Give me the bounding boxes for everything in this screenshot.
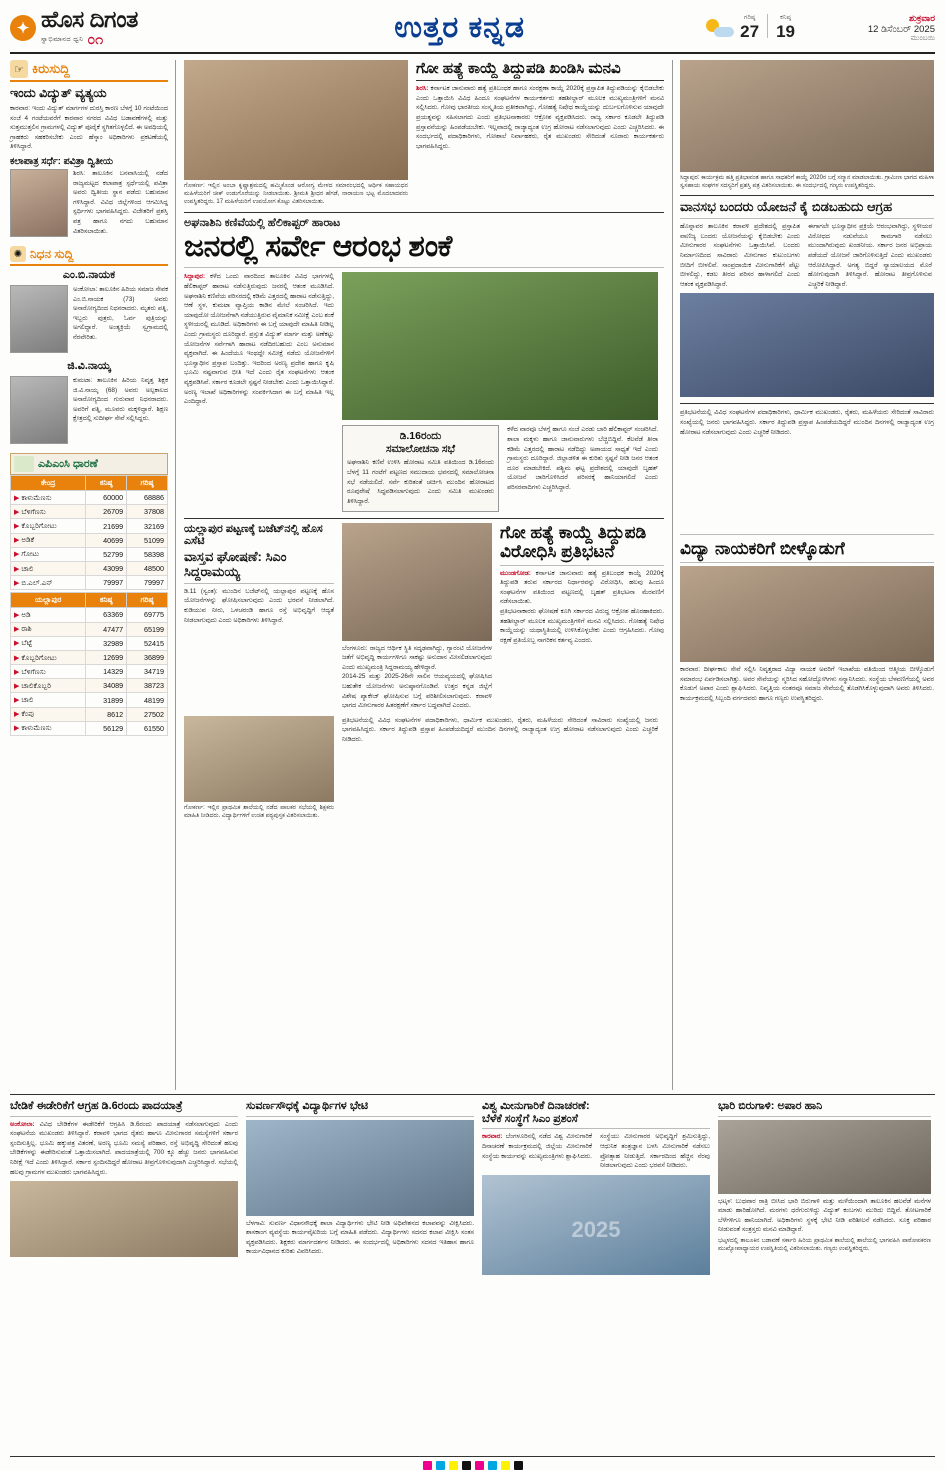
- yellapur-body: ಡಿ.11 (ಸ್ವಂತ): ಮುಂದಿನ ಬಜೆಟ್‌ನಲ್ಲಿ ಯಲ್ಲಾಪುರ ಪಟ್ಟಣಕ್ಕೆ ಹೊಸ ಯೋಜನೆಗಳನ್ನು ಘೋಷಿಸಲಾಗುವುದು ಎಂದು ಭರವಸೆ ನೀಡಲಾಗಿದೆ. ಕುಡಿಯುವ ನೀರು, ಒಳಚರಂಡಿ ಹಾಗೂ ರಸ್ತೆ ಅಭಿವೃದ್ಧಿಗೆ ಆದ್ಯತೆ ನೀಡಲಾಗುವುದು ಎಂದು ಅಧಿಕಾರಿಗಳು ತಿಳಿಸಿದ್ದಾರೆ.: [184, 587, 334, 624]
- bottom2-body: ಬೆಳಗಾವಿ: ಸುವರ್ಣ ವಿಧಾನಸೌಧಕ್ಕೆ ಶಾಲಾ ವಿದ್ಯಾರ್ಥಿಗಳು ಭೇಟಿ ನೀಡಿ ಅಧಿವೇಶನದ ಕಲಾಪವನ್ನು ವೀಕ್ಷಿಸಿದರು. ಶಾಸಕಾಂಗ ವ್ಯವಸ್ಥೆಯ ಕಾರ್ಯವೈಖರಿಯ ಬಗ್ಗೆ ಮಾಹಿತಿ ಪಡೆದರು. ವಿದ್ಯಾರ್ಥಿಗಳು ಸದನದ ಕಲಾಪ ವೀಕ್ಷಿಸಿ ಸಂತಸ ವ್ಯಕ್ತಪಡಿಸಿದರು. ಶಿಕ್ಷಕರು ಮಾರ್ಗದರ್ಶನ ನೀಡಿದರು. ಈ ಸಂದರ್ಭದಲ್ಲಿ ಅಧಿಕಾರಿಗಳು ಸದನದ ಇತಿಹಾಸ ಹಾಗೂ ಕಾರ್ಯವಿಧಾನದ ಕುರಿತು ವಿವರಿಸಿದರು.: [246, 1219, 474, 1256]
- siddaramaiah-block: [342, 523, 492, 711]
- market-center-name: ▶ ಅಡಿಕೆ: [11, 533, 86, 547]
- inset-title-2: ಸಮಾಲೋಚನಾ ಸಭೆ: [386, 442, 456, 455]
- siddaramaiah-body-1: ಬೆಂಗಳೂರು: ರಾಜ್ಯದ ಆರ್ಥಿಕ ಸ್ಥಿತಿ ಸದೃಢವಾಗಿದ್ದು, ಗ್ಯಾರಂಟಿ ಯೋಜನೆಗಳ ಜತೆಗೆ ಅಭಿವೃದ್ಧಿ ಕಾರ್ಯಗಳಿಗೂ ಸಾಕಷ್ಟು ಅನುದಾನ ಮೀಸಲಿಡಲಾಗುವುದು ಎಂದು ಮುಖ್ಯಮಂತ್ರಿ ಸಿದ್ದರಾಮಯ್ಯ ಹೇಳಿದ್ದಾರೆ.: [342, 644, 492, 671]
- table-row: [11, 608, 168, 622]
- obituary-body-2: ಕುಮಟಾ: ತಾಲೂಕಿನ ಹಿರಿಯ ನಿವೃತ್ತ ಶಿಕ್ಷಕ ಜಿ.ವಿ.ನಾಯ್ಕ (68) ಅವರು ಅಲ್ಪಕಾಲದ ಅನಾರೋಗ್ಯದಿಂದ ಗುರುವಾರ ನಿಧನರಾದರು. ಅವರಿಗೆ ಪತ್ನಿ, ಮೂವರು ಮಕ್ಕಳಿದ್ದಾರೆ. ಶಿಕ್ಷಣ ಕ್ಷೇತ್ರದಲ್ಲಿ ಸುದೀರ್ಘ ಸೇವೆ ಸಲ್ಲಿಸಿದ್ದರು.: [73, 377, 168, 423]
- market-center-name: ▶ ಬೆಟ್ಟೆ: [11, 636, 86, 650]
- market-max-value: 58398: [127, 547, 168, 561]
- market-col-max: ಗರಿಷ್ಠ: [127, 476, 168, 491]
- right-column: [672, 60, 934, 1090]
- bottom-strip: [10, 1100, 935, 1452]
- market-min-value: 43099: [86, 561, 127, 575]
- market-col-min: ಕನಿಷ್ಠ: [86, 476, 127, 491]
- market-min-value: 52799: [86, 547, 127, 561]
- table-row: [11, 636, 168, 650]
- cow-story-headline[interactable]: ಗೋ ಹತ್ಯೆ ಕಾಯ್ದೆ ತಿದ್ದುಪಡಿ ಖಂಡಿಸಿ ಮನವಿ: [416, 60, 621, 77]
- portrait-mb-nayak: [10, 285, 68, 353]
- students-group-photo: [246, 1120, 474, 1216]
- market-min-value: 79997: [86, 576, 127, 590]
- color-swatch: [514, 1461, 523, 1470]
- market-max-value: 38723: [127, 679, 168, 693]
- bottom-story-1: [10, 1100, 238, 1452]
- table-row: [11, 576, 168, 590]
- vidya-headline[interactable]: ವಿದ್ಯಾ ನಾಯಕರಿಗೆ ಬೀಳ್ಕೊಡುಗೆ: [680, 539, 845, 559]
- market-center-name: ▶ ರಾಶಿ: [11, 622, 86, 636]
- portrait-gv-naik: [10, 376, 68, 444]
- table-row: [11, 505, 168, 519]
- bottom-story-3: [482, 1100, 710, 1452]
- table-row: [11, 665, 168, 679]
- color-registration-bar: [10, 1457, 935, 1470]
- vanasabha-story: [680, 200, 934, 397]
- table-row: [11, 491, 168, 505]
- market-max-value: 52415: [127, 636, 168, 650]
- color-swatch: [449, 1461, 458, 1470]
- market-min-value: 47477: [86, 622, 127, 636]
- table-row: [11, 721, 168, 735]
- inset-title-1: ಡಿ.16ರಂದು: [399, 430, 442, 443]
- meeting-dais-photo: [10, 1181, 238, 1257]
- obituary-body-1: ಅಂಕೋಲಾ: ತಾಲೂಕಿನ ಹಿರಿಯ ಸಮಾಜ ಸೇವಕ ಎಂ.ಬಿ.ನಾಯಕ (73) ಅವರು ಅನಾರೋಗ್ಯದಿಂದ ನಿಧನರಾದರು. ಮೃತರು ಪತ್ನಿ, ಇಬ್ಬರು ಪುತ್ರರು, ಓರ್ವ ಪುತ್ರಿಯನ್ನು ಅಗಲಿದ್ದಾರೆ. ಅಂತ್ಯಕ್ರಿಯೆ ಸ್ವಗ್ರಾಮದಲ್ಲಿ ನೆರವೇರಿತು.: [73, 286, 168, 342]
- market-center-name: ▶ ಚಾಲಿಕೊಬ್ಬರಿ: [11, 679, 86, 693]
- bottom4-caption: ಭಟ್ಕಳದಲ್ಲಿ ತಾಲೂಕಿನ ಬಡಾವಣೆ ಸರ್ಕಾರಿ ಹಿರಿಯ ಪ್ರಾಥಮಿಕ ಶಾಲೆಯಲ್ಲಿ ಶಾಲೆಯಲ್ಲಿ ಭಾಗವಹಿಸಿ ಪಾಠೋಪಕರಣ ಮುಖ್ಯೋಪಾಧ್ಯಾಯರ ಉಪಸ್ಥಿತಿಯಲ್ಲಿ ವಿತರಿಸಲಾಯಿತು. ಗಣ್ಯರು ಉಪಸ್ಥಿತರಿದ್ದರು.: [718, 1238, 931, 1253]
- publication-tagline: ಸ್ವಾಭಿಮಾನದ ಧ್ವನಿ: [41, 35, 84, 43]
- obituary-name-1: ಎಂ.ಬಿ.ನಾಯಕ: [62, 269, 116, 282]
- publication-place: ಮುಂಬಯಿ: [910, 35, 935, 42]
- inset-body: ಅಘನಾಶಿನಿ ಕಣಿವೆ ಉಳಿಸಿ ಹೋರಾಟ ಸಮಿತಿ ವತಿಯಿಂದ ಡಿ.16ರಂದು ಬೆಳಗ್ಗೆ 11 ಗಂಟೆಗೆ ಪಟ್ಟಣದ ಸಮುದಾಯ ಭವನದಲ್ಲಿ ಸಮಾಲೋಚನಾ ಸಭೆ ನಡೆಯಲಿದೆ. ಸರ್ವೆ ಕುರಿತಂತೆ ಚರ್ಚಿಸಿ ಮುಂದಿನ ಹೋರಾಟದ ರೂಪುರೇಷೆ ಸಿದ್ಧಪಡಿಸಲಾಗುವುದು ಎಂದು ಸಮಿತಿ ಮುಖಂಡರು ತಿಳಿಸಿದ್ದಾರೆ.: [347, 459, 495, 505]
- bottom-story-2: [246, 1100, 474, 1452]
- cow-story-body: ಶಿರಸಿ: ಕರ್ನಾಟಕ ಜಾನುವಾರು ಹತ್ಯೆ ಪ್ರತಿಬಂಧಕ ಹಾಗೂ ಸಂರಕ್ಷಣಾ ಕಾಯ್ದೆ 2020ಕ್ಕೆ ಪ್ರಸ್ತಾಪಿತ ತಿದ್ದುಪಡಿಯನ್ನು ಕೈಬಿಡಬೇಕು ಎಂದು ಒತ್ತಾಯಿಸಿ ವಿವಿಧ ಹಿಂದೂ ಸಂಘಟನೆಗಳ ಕಾರ್ಯಕರ್ತರು ತಹಶೀಲ್ದಾರ್ ಮೂಲಕ ಮುಖ್ಯಮಂತ್ರಿಗಳಿಗೆ ಮನವಿ ಸಲ್ಲಿಸಿದರು. ಗೋವು ಭಾರತೀಯ ಸಂಸ್ಕೃತಿಯ ಪ್ರತೀಕವಾಗಿದ್ದು, ಗೋಹತ್ಯೆ ನಿಷೇಧ ಕಾಯ್ದೆಯನ್ನು ದುರ್ಬಲಗೊಳಿಸುವ ಯಾವುದೇ ಪ್ರಯತ್ನವನ್ನು ಸಹಿಸಲಾಗದು ಎಂದು ಪ್ರತಿಭಟನಾಕಾರರು ಆಕ್ರೋಶ ವ್ಯಕ್ತಪಡಿಸಿದರು. ರಾಜ್ಯ ಸರ್ಕಾರ ಕೂಡಲೇ ತಿದ್ದುಪಡಿ ಪ್ರಸ್ತಾವನೆಯನ್ನು ಹಿಂಪಡೆಯಬೇಕು. ಇಲ್ಲವಾದಲ್ಲಿ ರಾಜ್ಯಾದ್ಯಂತ ಉಗ್ರ ಹೋರಾಟ ನಡೆಸಲಾಗುವುದು ಎಂದು ಎಚ್ಚರಿಸಿದರು. ಈ ಸಂದರ್ಭದಲ್ಲಿ ಪದಾಧಿಕಾರಿಗಳು, ಗೋಶಾಲೆ ನಿರ್ವಾಹಕರು, ರೈತ ಮುಖಂಡರು ಸೇರಿದಂತೆ ನೂರಾರು ಕಾರ್ಯಕರ್ತರು ಭಾಗವಹಿಸಿದ್ದರು.: [416, 85, 664, 150]
- market-min-value: 56129: [86, 721, 127, 735]
- market-center-name: ▶ ಕಾಳುಮೆಣಸು: [11, 491, 86, 505]
- protest-right-col: ಪ್ರತಿಭಟನೆಯಲ್ಲಿ ವಿವಿಧ ಸಂಘಟನೆಗಳ ಪದಾಧಿಕಾರಿಗಳು, ಧಾರ್ಮಿಕ ಮುಖಂಡರು, ರೈತರು, ಮಹಿಳೆಯರು ಸೇರಿದಂತೆ ಸಾವಿರಾರು ಸಂಖ್ಯೆಯಲ್ಲಿ ಜನರು ಭಾಗವಹಿಸಿದ್ದರು. ಸರ್ಕಾರ ತಿದ್ದುಪಡಿ ಪ್ರಸ್ತಾಪ ಹಿಂಪಡೆಯದಿದ್ದರೆ ಮುಂದಿನ ದಿನಗಳಲ್ಲಿ ರಾಜ್ಯಾದ್ಯಂತ ಉಗ್ರ ಹೋರಾಟ ನಡೆಸಲಾಗುವುದು ಎಂದು ಎಚ್ಚರಿಕೆ ನೀಡಿದರು.: [680, 409, 934, 436]
- school-photo-block: [184, 716, 664, 820]
- color-swatch: [501, 1461, 510, 1470]
- market-min-value: 60000: [86, 491, 127, 505]
- hand-icon: ☞: [10, 60, 28, 78]
- weather-widget: [704, 14, 795, 42]
- market-max-value: 27502: [127, 707, 168, 721]
- market-min-value: 21699: [86, 519, 127, 533]
- market-max-value: 51099: [127, 533, 168, 547]
- mid-row: [184, 523, 664, 711]
- market2-col-center: ಯಲ್ಲಾಪುರ: [11, 593, 86, 608]
- table-row: [11, 547, 168, 561]
- market-center-name: ▶ ಬೆಳಿಗೆಣಸು: [11, 665, 86, 679]
- table-row: [11, 679, 168, 693]
- market-min-value: 32989: [86, 636, 127, 650]
- protest-col2: ಪ್ರತಿಭಟನಾಕಾರರು ಘೋಷಣೆ ಕೂಗಿ ಸರ್ಕಾರದ ವಿರುದ್ಧ ಆಕ್ರೋಶ ಹೊರಹಾಕಿದರು. ತಹಶೀಲ್ದಾರ್ ಮೂಲಕ ಮುಖ್ಯಮಂತ್ರಿಗಳಿಗೆ ಮನವಿ ಸಲ್ಲಿಸಿದರು. ಗೋಹತ್ಯೆ ನಿಷೇಧ ಕಾಯ್ದೆಯನ್ನು ಯಥಾಸ್ಥಿತಿಯಲ್ಲಿ ಉಳಿಸಿಕೊಳ್ಳಬೇಕು ಎಂದು ಆಗ್ರಹಿಸಿದರು. ಗೋವು ರಕ್ಷಣೆ ಪ್ರತಿಯೊಬ್ಬ ನಾಗರಿಕನ ಕರ್ತವ್ಯ ಎಂದರು.: [500, 608, 664, 644]
- bottom1-body: ಅಂಕೋಲಾ: ವಿವಿಧ ಬೇಡಿಕೆಗಳ ಈಡೇರಿಕೆಗೆ ಆಗ್ರಹಿಸಿ ಡಿ.6ರಂದು ಪಾದಯಾತ್ರೆ ನಡೆಸಲಾಗುವುದು ಎಂದು ಸಂಘಟನೆಯ ಮುಖಂಡರು ತಿಳಿಸಿದ್ದಾರೆ. ಕರಾವಳಿ ಭಾಗದ ರೈತರು ಹಾಗೂ ಮೀನುಗಾರರ ಸಮಸ್ಯೆಗಳಿಗೆ ಸರ್ಕಾರ ಸ್ಪಂದಿಸುತ್ತಿಲ್ಲ. ಭೂಮಿ ಹಕ್ಕುಪತ್ರ ವಿತರಣೆ, ಅರಣ್ಯ ಭೂಮಿ ಸಮಸ್ಯೆ ಪರಿಹಾರ, ರಸ್ತೆ ಅಭಿವೃದ್ಧಿ ಸೇರಿದಂತೆ ಹಲವು ಬೇಡಿಕೆಗಳನ್ನು ಈಡೇರಿಸುವಂತೆ ಒತ್ತಾಯಿಸಲಾಗಿದೆ. ಪಾದಯಾತ್ರೆಯಲ್ಲಿ 700 ಕ್ಕೂ ಹೆಚ್ಚು ಜನರು ಭಾಗವಹಿಸುವ ನಿರೀಕ್ಷೆ ಇದೆ ಎಂದು ತಿಳಿಸಿದ್ದಾರೆ. ಸರ್ಕಾರ ಸ್ಪಂದಿಸದಿದ್ದರೆ ಹೋರಾಟ ತೀವ್ರಗೊಳಿಸುವುದಾಗಿ ಎಚ್ಚರಿಸಿದ್ದಾರೆ. ಸಭೆಯಲ್ಲಿ ಹಲವು ಗ್ರಾಮಗಳ ಮುಖಂಡರು ಭಾಗವಹಿಸಿದ್ದರು.: [10, 1120, 238, 1176]
- cow-story: [416, 60, 664, 206]
- vidya-body: ಕಾರವಾರ: ದೀರ್ಘಕಾಲ ಸೇವೆ ಸಲ್ಲಿಸಿ ನಿವೃತ್ತರಾದ ವಿದ್ಯಾ ನಾಯಕ ಅವರಿಗೆ ಇಲಾಖೆಯ ವತಿಯಿಂದ ಆತ್ಮೀಯ ಬೀಳ್ಕೊಡುಗೆ ಸಮಾರಂಭ ಏರ್ಪಡಿಸಲಾಗಿತ್ತು. ಅವರ ಸೇವೆಯನ್ನು ಸ್ಮರಿಸಿದ ಸಹೋದ್ಯೋಗಿಗಳು ಸನ್ಮಾನಿಸಿದರು. ಸಂಸ್ಥೆಯ ಬೆಳವಣಿಗೆಯಲ್ಲಿ ಅವರ ಕೊಡುಗೆ ಅಪಾರ ಎಂದು ಶ್ಲಾಘಿಸಿದರು. ನಿವೃತ್ತಿಯ ನಂತರವೂ ಸಮಾಜ ಸೇವೆಯಲ್ಲಿ ತೊಡಗಿಸಿಕೊಳ್ಳುವುದಾಗಿ ಅವರು ತಿಳಿಸಿದರು. ಕಾರ್ಯಕ್ರಮದಲ್ಲಿ ಸಿಬ್ಬಂದಿ ವರ್ಗದವರು ಹಾಗೂ ಗಣ್ಯರು ಉಪಸ್ಥಿತರಿದ್ದರು.: [680, 665, 934, 702]
- table-row: [11, 707, 168, 721]
- market-max-value: 69775: [127, 608, 168, 622]
- publication-name: ಹೊಸ ದಿಗಂತ: [41, 6, 138, 32]
- color-swatch: [423, 1461, 432, 1470]
- siddaramaiah-headline[interactable]: ವಾಸ್ತವ ಘೋಷಣೆ: ಸಿಎಂ ಸಿದ್ದರಾಮಯ್ಯ: [184, 548, 287, 579]
- lamp-icon: ✺: [10, 246, 26, 262]
- table-row: [11, 561, 168, 575]
- color-swatch: [488, 1461, 497, 1470]
- main-story-col3: ಕಳೆದ ವಾರವೂ ಬೆಳಗ್ಗೆ ಹಾಗೂ ಸಂಜೆ ಎರಡು ಬಾರಿ ಹೆಲಿಕಾಪ್ಟರ್ ಸಂಚರಿಸಿದೆ. ಶಾಲಾ ಮಕ್ಕಳು ಹಾಗೂ ಜಾನುವಾರುಗಳು ಬೆಚ್ಚಿಬಿದ್ದಿವೆ. ಕೆಲವೆಡೆ ತೀರಾ ಕಡಿಮೆ ಎತ್ತರದಲ್ಲಿ ಹಾರಾಟ ನಡೆದಿದ್ದು ಅಪಾಯದ ಸಾಧ್ಯತೆ ಇದೆ ಎಂದು ಗ್ರಾಮಸ್ಥರು ದೂರಿದ್ದಾರೆ. ಜಿಲ್ಲಾಡಳಿತ ಈ ಕುರಿತು ಸ್ಪಷ್ಟನೆ ನೀಡಿ ಜನರ ಆತಂಕ ದೂರ ಮಾಡಬೇಕಿದೆ. ಪಶ್ಚಿಮ ಘಟ್ಟ ಪ್ರದೇಶದಲ್ಲಿ ಯಾವುದೇ ಬೃಹತ್ ಯೋಜನೆ ಜಾರಿಗೊಳಿಸಿದರೆ ಪರಿಸರಕ್ಕೆ ಹಾನಿಯಾಗಲಿದೆ ಎಂದು ಪರಿಸರವಾದಿಗಳು ಎಚ್ಚರಿಸಿದ್ದಾರೆ.: [507, 426, 658, 491]
- market-max-value: 48500: [127, 561, 168, 575]
- market-table-1: [10, 475, 168, 590]
- kiru-suddi-header: [10, 60, 168, 82]
- table-row: [11, 693, 168, 707]
- market-center-name: ▶ ಚಾಲಿ: [11, 561, 86, 575]
- kiru-headline[interactable]: ಇಂದು ವಿದ್ಯುತ್ ವ್ಯತ್ಯಯ: [10, 86, 107, 100]
- meeting-inset: [342, 425, 499, 511]
- publication-date: 12 ಡಿಸೆಂಬರ್ 2025: [867, 24, 935, 35]
- main-story-body-row: [184, 272, 664, 511]
- top-right-photo-block: [680, 60, 934, 190]
- date-block: [795, 13, 935, 43]
- market-max-value: 37808: [127, 505, 168, 519]
- market-min-value: 63369: [86, 608, 127, 622]
- market-header: [10, 453, 168, 475]
- market-center-name: ▶ ಬೆಳಿಗೆಣಸು: [11, 505, 86, 519]
- vidya-story: [680, 539, 934, 703]
- banner-year-text: 2025: [571, 1216, 621, 1242]
- vanasabha-col2: ಈಗಾಗಲೇ ಭೂಸ್ವಾಧೀನ ಪ್ರಕ್ರಿಯೆ ಆರಂಭವಾಗಿದ್ದು, ಸ್ಥಳೀಯರ ವಿರೋಧದ ನಡುವೆಯೂ ಕಾಮಗಾರಿ ನಡೆಸಲು ಮುಂದಾಗಿರುವುದು ಖಂಡನೀಯ. ಸರ್ಕಾರ ಜನರ ಅಭಿಪ್ರಾಯ ಪಡೆಯದೆ ಯೋಜನೆ ಜಾರಿಗೊಳಿಸುತ್ತಿದೆ ಎಂದು ಮುಖಂಡರು ಆರೋಪಿಸಿದ್ದಾರೆ. ಅಗತ್ಯ ಬಿದ್ದರೆ ನ್ಯಾಯಾಲಯದ ಮೊರೆ ಹೋಗುವುದಾಗಿ ತಿಳಿಸಿದ್ದಾರೆ. ಹೋರಾಟ ತೀವ್ರಗೊಳಿಸುವ ಎಚ್ಚರಿಕೆ ನೀಡಿದ್ದಾರೆ.: [808, 223, 932, 288]
- weekday: ಶುಕ್ರವಾರ: [909, 13, 935, 23]
- award-ceremony-photo: [680, 60, 934, 172]
- protest-col3: ಪ್ರತಿಭಟನೆಯಲ್ಲಿ ವಿವಿಧ ಸಂಘಟನೆಗಳ ಪದಾಧಿಕಾರಿಗಳು, ಧಾರ್ಮಿಕ ಮುಖಂಡರು, ರೈತರು, ಮಹಿಳೆಯರು ಸೇರಿದಂತೆ ಸಾವಿರಾರು ಸಂಖ್ಯೆಯಲ್ಲಿ ಜನರು ಭಾಗವಹಿಸಿದ್ದರು. ಸರ್ಕಾರ ತಿದ್ದುಪಡಿ ಪ್ರಸ್ತಾಪ ಹಿಂಪಡೆಯದಿದ್ದರೆ ಮುಂದಿನ ದಿನಗಳಲ್ಲಿ ರಾಜ್ಯಾದ್ಯಂತ ಉಗ್ರ ಹೋರಾಟ ನಡೆಸಲಾಗುವುದು ಎಂದು ಎಚ್ಚರಿಕೆ ನೀಡಿದರು.: [342, 716, 658, 743]
- siddaramaiah-body-2: 2014-25 ಮತ್ತು 2025-26ನೇ ಸಾಲಿನ ಆಯವ್ಯಯದಲ್ಲಿ ಘೋಷಿಸಿದ ಬಹುತೇಕ ಯೋಜನೆಗಳು ಅನುಷ್ಠಾನಗೊಂಡಿವೆ. ಉತ್ತರ ಕನ್ನಡ ಜಿಲ್ಲೆಗೆ ವಿಶೇಷ ಪ್ಯಾಕೇಜ್ ಘೋಷಿಸುವ ಬಗ್ಗೆ ಪರಿಶೀಲಿಸಲಾಗುವುದು. ಕರಾವಳಿ ಭಾಗದ ಮೀನುಗಾರರ ಹಿತರಕ್ಷಣೆಗೆ ಸರ್ಕಾರ ಬದ್ಧವಾಗಿದೆ ಎಂದರು.: [342, 673, 492, 710]
- edition-title: ಉತ್ತರ ಕನ್ನಡ: [394, 11, 525, 44]
- market-center-name: ▶ ಬಿ.ಎಲ್.ಎನ್: [11, 576, 86, 590]
- bottom4-headline[interactable]: ಭಾರಿ ಬಿರುಗಾಳಿ: ಅಪಾರ ಹಾನಿ: [718, 1100, 823, 1112]
- market2-col-min: ಕನಿಷ್ಠ: [86, 593, 127, 608]
- market-table-2: [10, 592, 168, 736]
- forest-road-photo: [342, 272, 658, 420]
- school-meeting-photo: [184, 716, 334, 802]
- table-row: [11, 533, 168, 547]
- top-row: [184, 60, 664, 206]
- bottom3-headline-2[interactable]: ಬೆಳೆಕೆ ಸಂಸ್ಥೆಗೆ ಸಿಎಂ ಪ್ರಶಂಸೆ: [482, 1112, 578, 1125]
- yellapur-story: [184, 523, 334, 711]
- market-col-center: ಕೇಂದ್ರ: [11, 476, 86, 491]
- top-right-caption: ಸಿದ್ದಾಪುರ: ಕಾರ್ಯಕ್ರಮ ಹತ್ತಿ ಪ್ರತಿಭಾವಂತ ಹಾಗೂ ಸಾಧಕರಿಗೆ ಕಾಯ್ದೆ 2020ರ ಬಗ್ಗೆ ಸನ್ಮಾನ ಮಾಡಲಾಯಿತು. ಗ್ರಾಮೀಣ ಭಾಗದ ಮಹಿಳಾ ಸ್ವಸಹಾಯ ಸಂಘಗಳ ಸದಸ್ಯರಿಗೆ ಪ್ರಶಸ್ತಿ ಪತ್ರ ವಿತರಿಸಲಾಯಿತು. ಈ ಸಂದರ್ಭದಲ್ಲಿ ಗಣ್ಯರು ಉಪಸ್ಥಿತರಿದ್ದರು.: [680, 175, 934, 190]
- market-center-name: ▶ ಗೋಟು: [11, 547, 86, 561]
- obituary-name-2: ಜಿ.ವಿ.ನಾಯ್ಕ: [67, 360, 111, 373]
- center-column: [184, 60, 664, 1090]
- logo-emblem-icon: ✦: [10, 15, 36, 41]
- bottom3-col2: ಸಂಸ್ಥೆಯು ಮೀನುಗಾರರ ಅಭಿವೃದ್ಧಿಗೆ ಶ್ರಮಿಸುತ್ತಿದ್ದು, ಆಧುನಿಕ ತಂತ್ರಜ್ಞಾನ ಬಳಸಿ ಮೀನುಗಾರಿಕೆ ನಡೆಸಲು ಪ್ರೋತ್ಸಾಹ ನೀಡುತ್ತಿದೆ. ಸರ್ಕಾರದಿಂದ ಹೆಚ್ಚಿನ ನೆರವು ನೀಡಲಾಗುವುದು ಎಂದು ಭರವಸೆ ನೀಡಿದರು.: [600, 1133, 710, 1170]
- market-center-name: ▶ ಕೆಂಪು: [11, 707, 86, 721]
- edition-title-block: [225, 11, 694, 45]
- market-min-value: 40699: [86, 533, 127, 547]
- market-center-name: ▶ ಕಾಳುಮೆಣಸು: [11, 721, 86, 735]
- bottom4-body: ಭಟ್ಕಳ: ಬುಧವಾರ ರಾತ್ರಿ ಬೀಸಿದ ಭಾರಿ ಬಿರುಗಾಳಿ ಮತ್ತು ಮಳೆಯಿಂದಾಗಿ ತಾಲೂಕಿನ ಹಲವೆಡೆ ಮನೆಗಳ ಮಾಡು ಹಾರಿಹೋಗಿದೆ. ಮರಗಳು ಧರೆಗುರುಳಿದ್ದು ವಿದ್ಯುತ್ ಕಂಬಗಳು ಮುರಿದು ಬಿದ್ದಿವೆ. ತೋಟಗಾರಿಕೆ ಬೆಳೆಗಳಿಗೂ ಹಾನಿಯಾಗಿದೆ. ಅಧಿಕಾರಿಗಳು ಸ್ಥಳಕ್ಕೆ ಭೇಟಿ ನೀಡಿ ಪರಿಶೀಲನೆ ನಡೆಸಿದರು. ಸೂಕ್ತ ಪರಿಹಾರ ನೀಡುವಂತೆ ಸಂತ್ರಸ್ತರು ಮನವಿ ಮಾಡಿದ್ದಾರೆ.: [718, 1197, 931, 1234]
- table-row: [11, 650, 168, 664]
- top-photo-caption: ಗೋಕರ್ಣ: ಇಲ್ಲಿನ ಅಂಬಾ ಕೃಷ್ಣಾಶ್ರಮದಲ್ಲಿ ಹಮ್ಮಿಕೊಂಡ ಆರೋಗ್ಯ ಮೇಳದ ಸಮಾರಂಭದಲ್ಲಿ ಆರ್ಥಿಕ ಸಹಾಯಧನ ಮಹಿಳೆಯರಿಗೆ ಚೀಕ್ ಉಡುಗೊರೆಯನ್ನು ನೀಡಲಾಯಿತು. ಶ್ರೀಮತಿ ಶ್ರೀಧರ ಹೆಗಡೆ, ನಾರಾಯಣ ಭಟ್ಟ ಮೊದಲಾದವರು ಉಪಸ್ಥಿತರಿದ್ದರು. 17 ಮಹಿಳೆಯರಿಗೆ ಉಪಯೋಗ ಕೊಟ್ಟು ವಿತರಿಸಲಾಯಿತು.: [184, 183, 408, 206]
- main-story-kicker: ಅಘನಾಶಿನಿ ಕಣಿವೆಯಲ್ಲಿ ಹೆಲಿಕಾಪ್ಟರ್ ಹಾರಾಟ: [184, 217, 341, 230]
- main-story: [184, 217, 664, 511]
- temp-high: ಗರಿಷ್ಠ 27: [740, 14, 760, 41]
- market-max-value: 68886: [127, 491, 168, 505]
- bottom1-headline[interactable]: ಬೇಡಿಕೆ ಈಡೇರಿಕೆಗೆ ಆಗ್ರಹ ಡಿ.6ರಂದು ಪಾದಯಾತ್ರೆ: [10, 1100, 183, 1112]
- market-max-value: 65199: [127, 622, 168, 636]
- kiru-sub-body: ಶಿರಸಿ: ತಾಲೂಕಿನ ಬನವಾಸಿಯಲ್ಲಿ ನಡೆದ ರಾಜ್ಯಮಟ್ಟದ ಕಲಾಪಾತ್ರ ಸ್ಪರ್ಧೆಯಲ್ಲಿ ಪವಿತ್ರಾ ಅವರು ದ್ವಿತೀಯ ಸ್ಥಾನ ಪಡೆದು ಬಹುಮಾನ ಗಳಿಸಿದ್ದಾರೆ. ವಿವಿಧ ಜಿಲ್ಲೆಗಳಿಂದ ಆಗಮಿಸಿದ್ದ ಸ್ಪರ್ಧಿಗಳು ಭಾಗವಹಿಸಿದ್ದರು. ವಿಜೇತರಿಗೆ ಪ್ರಶಸ್ತಿ ಪತ್ರ ಹಾಗೂ ನಗದು ಬಹುಮಾನ ವಿತರಿಸಲಾಯಿತು.: [73, 170, 168, 235]
- market-center-name: ▶ ಕೊಬ್ಬರಿಗೋಟು: [11, 650, 86, 664]
- color-swatch: [436, 1461, 445, 1470]
- market-max-value: 32169: [127, 519, 168, 533]
- cheque-distribution-photo: [184, 60, 408, 180]
- market-min-value: 12699: [86, 650, 127, 664]
- bottom-story-4: [718, 1100, 931, 1452]
- portrait-pavithra: [10, 169, 68, 237]
- edition-number: ೦೧: [87, 31, 104, 47]
- market-min-value: 31899: [86, 693, 127, 707]
- protest-col1: ಮುಂಡಗೋಡ: ಕರ್ನಾಟಕ ಜಾನುವಾರು ಹತ್ಯೆ ಪ್ರತಿಬಂಧಕ ಕಾಯ್ದೆ 2020ಕ್ಕೆ ತಿದ್ದುಪಡಿ ತರುವ ಸರ್ಕಾರದ ನಿರ್ಧಾರವನ್ನು ವಿರೋಧಿಸಿ, ಹಲವು ಹಿಂದೂ ಸಂಘಟನೆಗಳ ವತಿಯಿಂದ ಪಟ್ಟಣದಲ್ಲಿ ಬೃಹತ್ ಪ್ರತಿಭಟನಾ ಮೆರವಣಿಗೆ ನಡೆಸಲಾಯಿತು.: [500, 569, 664, 606]
- sidebar: [10, 60, 176, 1090]
- bottom2-headline[interactable]: ಸುವರ್ಣಸೌಧಕ್ಕೆ ವಿದ್ಯಾರ್ಥಿಗಳ ಭೇಟಿ: [246, 1100, 369, 1112]
- market-min-value: 14329: [86, 665, 127, 679]
- table-row: [11, 519, 168, 533]
- vanasabha-headline[interactable]: ವಾನಸಭ ಬಂದರು ಯೋಜನೆ ಕೈ ಬಿಡಬಹುದು ಆಗ್ರಹ: [680, 199, 893, 215]
- market-min-value: 34089: [86, 679, 127, 693]
- top-photo-block: [184, 60, 408, 206]
- nidhan-title: ನಿಧನ ಸುದ್ದಿ: [30, 246, 74, 261]
- market-center-name: ▶ ಅಡಿ: [11, 608, 86, 622]
- kiru-sub-headline[interactable]: ಕಲಾಪಾತ್ರ ಸರ್ಧೆ: ಪವಿತ್ರಾ ದ್ವಿತೀಯ: [10, 156, 114, 168]
- market-max-value: 79997: [127, 576, 168, 590]
- school-photo-caption: ಗೋಕರ್ಣ: ಇಲ್ಲಿನ ಪ್ರಾಥಮಿಕ ಶಾಲೆಯಲ್ಲಿ ನಡೆದ ಪಾಲಕರ ಸಭೆಯಲ್ಲಿ ಶಿಕ್ಷಕರು ಮಾಹಿತಿ ನೀಡಿದರು. ವಿದ್ಯಾರ್ಥಿಗಳಿಗೆ ಉಚಿತ ಪಠ್ಯಪುಸ್ತಕ ವಿತರಿಸಲಾಯಿತು.: [184, 804, 334, 819]
- cow-story-lead: ಶಿರಸಿ:: [416, 85, 429, 93]
- market-max-value: 34719: [127, 665, 168, 679]
- sun-cloud-icon: [704, 17, 734, 39]
- protest-headline[interactable]: ಗೋ ಹತ್ಯೆ ಕಾಯ್ದೆ ತಿದ್ದುಪಡಿ ವಿರೋಧಿಸಿ ಪ್ರತಿಭಟನೆ: [500, 522, 647, 562]
- masthead: [10, 8, 935, 54]
- protest-story: [500, 523, 664, 711]
- market-center-name: ▶ ಕೊಬ್ಬರಿಗೋಟು: [11, 519, 86, 533]
- color-swatch: [475, 1461, 484, 1470]
- market-min-value: 26709: [86, 505, 127, 519]
- table-row: [11, 622, 168, 636]
- market-max-value: 36899: [127, 650, 168, 664]
- bottom3-headline-1[interactable]: ವಿಶ್ವ ಮೀನುಗಾರಿಕೆ ದಿನಾಚರಣೆ:: [482, 1100, 590, 1112]
- storm-damage-photo: [718, 1120, 931, 1194]
- market-max-value: 61550: [127, 721, 168, 735]
- speaker-podium-photo: [680, 293, 934, 397]
- yellapur-headline[interactable]: ಯಲ್ಲಾಪುರ ಪಟ್ಟಣಕ್ಕೆ ಬಜೆಟ್‌ನಲ್ಲಿ ಹೊಸ ಎಸೆಟಿ: [184, 522, 323, 548]
- award-function-photo: [482, 1175, 710, 1275]
- market-center-name: ▶ ಚಾಲಿ: [11, 693, 86, 707]
- nidhan-suddi-header: [10, 246, 168, 266]
- market-icon: [14, 456, 34, 472]
- color-swatch: [462, 1461, 471, 1470]
- market2-col-max: ಗರಿಷ್ಠ: [127, 593, 168, 608]
- kiru-body: ಕಾರವಾರ: ಇಂದು ವಿದ್ಯುತ್ ಮಾರ್ಗಗಳ ದುರಸ್ತಿ ಕಾರಣ ಬೆಳಗ್ಗೆ 10 ಗಂಟೆಯಿಂದ ಸಂಜೆ 4 ಗಂಟೆಯವರೆಗೆ ಕಾರವಾರ ನಗರದ ವಿವಿಧ ಬಡಾವಣೆಗಳಲ್ಲಿ ಮತ್ತು ಸುತ್ತಮುತ್ತಲಿನ ಗ್ರಾಮಗಳಲ್ಲಿ ವಿದ್ಯುತ್ ಪೂರೈಕೆ ಸ್ಥಗಿತಗೊಳ್ಳಲಿದೆ. ಈ ಅವಧಿಯಲ್ಲಿ ಗ್ರಾಹಕರು ಸಹಕರಿಸಬೇಕು ಎಂದು ಹೆಸ್ಕಾಂ ಅಧಿಕಾರಿಗಳು ಪ್ರಕಟಣೆಯಲ್ಲಿ ತಿಳಿಸಿದ್ದಾರೆ.: [10, 105, 168, 151]
- publication-logo[interactable]: [10, 8, 225, 48]
- cm-portrait-photo: [342, 523, 492, 641]
- vanasabha-col1: ಹೊನ್ನಾವರ ತಾಲೂಕಿನ ಕರಾವಳಿ ಪ್ರದೇಶದಲ್ಲಿ ಪ್ರಸ್ತಾಪಿತ ವಾಣಿಜ್ಯ ಬಂದರು ಯೋಜನೆಯನ್ನು ಕೈಬಿಡಬೇಕು ಎಂದು ಮೀನುಗಾರರ ಸಂಘಟನೆಗಳು ಒತ್ತಾಯಿಸಿವೆ. ಬಂದರು ನಿರ್ಮಾಣದಿಂದ ಸಾವಿರಾರು ಮೀನುಗಾರ ಕುಟುಂಬಗಳು ಬೀದಿಗೆ ಬೀಳಲಿವೆ. ಸಾಂಪ್ರದಾಯಿಕ ಮೀನುಗಾರಿಕೆಗೆ ಪೆಟ್ಟು ಬೀಳಲಿದ್ದು, ಕಡಲ ತೀರದ ಪರಿಸರ ಹಾಳಾಗಲಿದೆ ಎಂದು ಆತಂಕ ವ್ಯಕ್ತಪಡಿಸಿದ್ದಾರೆ.: [680, 223, 800, 288]
- bottom3-col1: ಕಾರವಾರ: ಬೆಂಗಳೂರಿನಲ್ಲಿ ನಡೆದ ವಿಶ್ವ ಮೀನುಗಾರಿಕೆ ದಿನಾಚರಣೆ ಕಾರ್ಯಕ್ರಮದಲ್ಲಿ ಜಿಲ್ಲೆಯ ಮೀನುಗಾರಿಕೆ ಸಂಸ್ಥೆಯ ಕಾರ್ಯವನ್ನು ಮುಖ್ಯಮಂತ್ರಿಗಳು ಶ್ಲಾಘಿಸಿದರು.: [482, 1133, 592, 1160]
- temp-low: ಕನಿಷ್ಠ 19: [776, 14, 795, 41]
- main-story-col1: ಸಿದ್ದಾಪುರ: ಕಳೆದ ಒಂದು ವಾರದಿಂದ ತಾಲೂಕಿನ ವಿವಿಧ ಭಾಗಗಳಲ್ಲಿ ಹೆಲಿಕಾಪ್ಟರ್ ಹಾರಾಟ ನಡೆಸುತ್ತಿರುವುದು ಜನರಲ್ಲಿ ಆತಂಕ ಮೂಡಿಸಿದೆ. ಅಘನಾಶಿನಿ ಕಣಿವೆಯ ಪರಿಸರದಲ್ಲಿ ಕಡಿಮೆ ಎತ್ತರದಲ್ಲಿ ಹಾರಾಟ ನಡೆಸುತ್ತಿದ್ದು, ಆಣೆ ಸ್ಥಳ, ಕುಮಟಾ ವ್ಯಾಪ್ತಿಯ ಕಾಡಿನ ಮೇಲೆ ಸಂಚರಿಸಿದೆ. ಇದು ಯಾವುದೋ ಯೋಜನೆಗಾಗಿ ನಡೆಯುತ್ತಿರುವ ವೈಮಾನಿಕ ಸಮೀಕ್ಷೆ ಎಂಬ ಶಂಕೆ ಸ್ಥಳೀಯರಲ್ಲಿ ಮೂಡಿದೆ. ಅಧಿಕಾರಿಗಳು ಈ ಬಗ್ಗೆ ಯಾವುದೇ ಮಾಹಿತಿ ನೀಡಿಲ್ಲ ಎಂದು ಗ್ರಾಮಸ್ಥರು ದೂರಿದ್ದಾರೆ. ಪ್ರಸ್ತುತ ವಿದ್ಯುತ್ ಮಾರ್ಗ ಮತ್ತು ಅಣೆಕಟ್ಟು ಯೋಜನೆಗಳ ಸರ್ವೆಗಾಗಿ ಹಾರಾಟ ನಡೆದಿರಬಹುದು ಎಂಬ ಅನುಮಾನ ವ್ಯಕ್ತವಾಗಿದೆ. ಈ ಹಿಂದೆಯೂ ಇಂಥದ್ದೇ ಸಮೀಕ್ಷೆ ನಡೆದು ಯೋಜನೆಗಳಿಗೆ ಭೂಸ್ವಾಧೀನ ಪ್ರಸ್ತಾಪ ಬಂದಿತ್ತು. ಇದರಿಂದ ಅರಣ್ಯ ಪ್ರದೇಶ ಹಾಗೂ ಕೃಷಿ ಭೂಮಿ ನಷ್ಟವಾಗುವ ಭೀತಿ ಇದೆ ಎಂದು ರೈತ ಸಂಘಟನೆಗಳು ಆತಂಕ ವ್ಯಕ್ತಪಡಿಸಿವೆ. ಸರ್ಕಾರ ಕೂಡಲೇ ಸ್ಪಷ್ಟನೆ ನೀಡಬೇಕು ಎಂದು ಒತ್ತಾಯಿಸಿದ್ದಾರೆ. ಅರಣ್ಯ ಇಲಾಖೆ ಅಧಿಕಾರಿಗಳನ್ನು ಸಂಪರ್ಕಿಸಿದಾಗ ಈ ಬಗ್ಗೆ ಮಾಹಿತಿ ಇಲ್ಲ ಎಂದಿದ್ದಾರೆ.: [184, 273, 335, 406]
- farewell-group-photo: [680, 566, 934, 662]
- market-min-value: 8612: [86, 707, 127, 721]
- market-max-value: 48199: [127, 693, 168, 707]
- market-title: ಎಪಿಎಂಸಿ ಧಾರಣೆ: [38, 457, 98, 470]
- weather-divider: [767, 14, 768, 38]
- main-story-headline[interactable]: ಜನರಲ್ಲಿ ಸರ್ವೇ ಆರಂಭ ಶಂಕೆ: [184, 230, 452, 264]
- kiru-suddi-title: ಕಿರುಸುದ್ದಿ: [32, 61, 70, 76]
